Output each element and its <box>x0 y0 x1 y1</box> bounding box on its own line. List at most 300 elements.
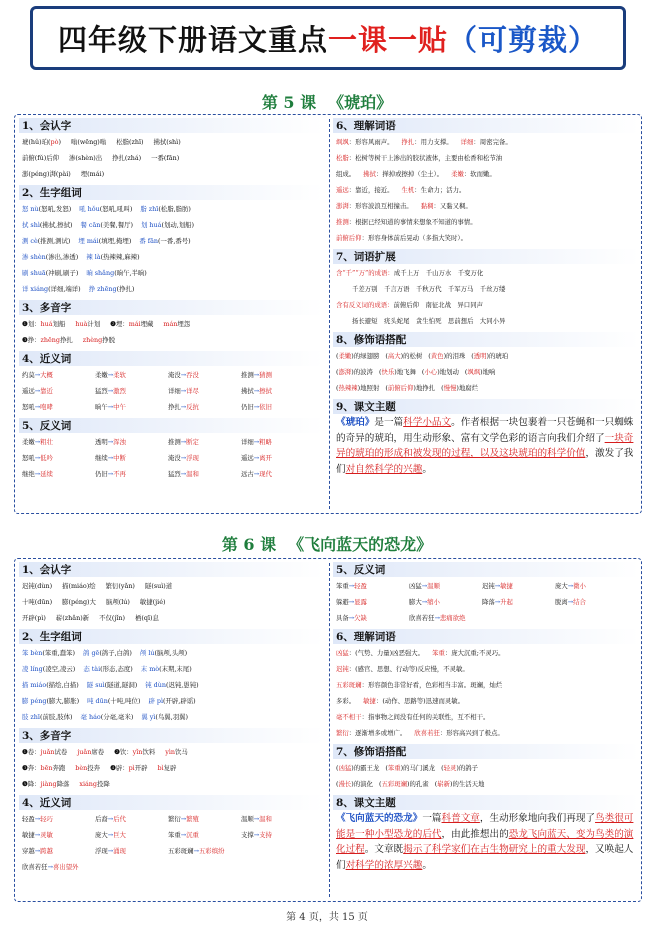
polyphone-reading <box>79 780 109 788</box>
bracket: ( <box>434 780 438 788</box>
word-pair <box>555 594 628 610</box>
theme-text: ，又唤起人们 <box>336 844 634 871</box>
word-group <box>93 681 137 689</box>
word-group <box>89 649 132 657</box>
word: 遥远 <box>22 387 35 395</box>
theme-paragraph <box>333 415 639 477</box>
word: 欣喜若狂 <box>22 863 48 871</box>
word: 埋藏 <box>140 320 154 328</box>
word-pair <box>409 578 482 594</box>
character: 辣 <box>86 253 93 261</box>
words: (怒吼,吼叫) <box>99 205 133 213</box>
bracket: ( <box>385 384 388 392</box>
lesson6-left-column <box>19 559 324 901</box>
arrow-icon: → <box>253 403 260 411</box>
word: 激烈 <box>113 387 126 395</box>
character: 吼 <box>79 205 86 213</box>
words: (鸽子,白鸽) <box>99 649 132 657</box>
term: 柔嫩 <box>451 170 464 178</box>
character: 翼 <box>141 713 148 721</box>
pinyin: zhēng <box>40 336 60 344</box>
section <box>333 795 639 873</box>
character: 膨 <box>22 697 29 705</box>
pinyin: shǎng <box>92 269 115 277</box>
char-item: 松脂(zhī) <box>116 138 144 146</box>
word-pair <box>336 594 409 610</box>
word: 后裔 <box>95 815 108 823</box>
number-bullet: ❸ <box>22 764 28 772</box>
pinyin: dūn <box>93 697 108 705</box>
lesson5-right-column <box>333 115 639 513</box>
polyphone-reading <box>41 764 66 772</box>
phrase: )的绿翅膀 <box>351 352 380 360</box>
text-line <box>333 380 639 396</box>
section-heading: 1、会认字 <box>19 118 324 133</box>
char-item: 描(miáo)绘 <box>62 582 96 590</box>
char-item: 开辟(pì) <box>22 614 46 622</box>
word-pair <box>22 859 95 875</box>
polyphone-reading <box>83 336 115 344</box>
word-pair <box>241 383 314 399</box>
arrow-icon: → <box>107 454 114 462</box>
term: 笨重 <box>432 649 445 657</box>
word: 巨大 <box>113 831 126 839</box>
phrase: )地腐烂 <box>456 384 479 392</box>
word: 喜出望外 <box>52 863 79 871</box>
arrow-icon: → <box>180 403 187 411</box>
modifier: 崭新 <box>437 780 450 788</box>
text-line <box>333 578 639 594</box>
theme-text: 。作者根据一块包裹着一只苍蝇和一只蜘蛛的奇异的琥珀，用生动形象、富有文学色彩的语言向我们介绍了 <box>336 417 634 444</box>
char-item: 敏捷(jié) <box>139 598 166 606</box>
page-banner <box>30 6 626 70</box>
section-heading: 8、课文主题 <box>333 795 639 810</box>
pinyin: miáo <box>28 681 47 689</box>
banner-title: 四年级下册语文重点 <box>57 22 328 57</box>
section-heading: 2、生字组词 <box>19 629 324 644</box>
arrow-icon: → <box>180 438 187 446</box>
modifier: 笨重 <box>387 764 401 772</box>
word: 支撑 <box>241 831 254 839</box>
modifier: 五彩斑斓 <box>381 780 408 788</box>
char-item: 繁衍(yǎn) <box>105 582 135 590</box>
pinyin: huà <box>75 320 88 328</box>
theme-text: 是一篇 <box>374 417 404 428</box>
word-group <box>85 237 132 245</box>
word: 挣扎 <box>60 336 73 344</box>
definition: ：靠近，接近。 <box>348 186 394 194</box>
word-group <box>147 221 194 229</box>
text-line <box>19 645 324 661</box>
section <box>19 351 324 415</box>
pinyin: jiàng <box>40 780 57 788</box>
pinyin: là <box>92 253 101 261</box>
character: 餐 <box>80 221 87 229</box>
section-heading: 4、近义词 <box>19 795 324 810</box>
pinyin: xiáng <box>79 780 98 788</box>
arrow-icon: → <box>434 614 440 622</box>
text-line <box>19 399 324 415</box>
bracket: ( <box>385 764 388 772</box>
word: 挣脱 <box>102 336 116 344</box>
section <box>19 300 324 348</box>
definition: ：(感官、思想、行动等)反应慢，不灵敏。 <box>348 665 469 673</box>
bracket: ( <box>471 352 474 360</box>
lesson6-right-column <box>333 559 639 901</box>
arrow-icon: → <box>107 403 114 411</box>
term: 敏捷 <box>363 697 376 705</box>
definition: ：形容高兴到了极点。 <box>439 729 504 737</box>
text-line <box>333 166 639 182</box>
word-group <box>28 237 70 245</box>
word: 猛烈 <box>168 470 181 478</box>
definition: ：(气势、力量)凶恶强大。 <box>348 649 425 657</box>
words: (划动,划船) <box>161 221 195 229</box>
category-label: 含“千”“万”的成语： <box>336 269 394 277</box>
text-line <box>19 760 324 776</box>
word: 咆哮 <box>40 403 53 411</box>
words: (冲刷,刷子) <box>45 269 79 277</box>
word: 依旧 <box>259 403 272 411</box>
modifier: 快乐 <box>381 368 395 376</box>
section <box>333 249 639 329</box>
idioms: 成千上万 千山万水 千变万化 <box>393 269 484 277</box>
text-line <box>19 233 324 249</box>
word: 远古 <box>241 470 254 478</box>
word: 推测 <box>168 438 181 446</box>
definition: ：周密完备。 <box>473 138 512 146</box>
word-pair <box>168 811 241 827</box>
words: (推测,测试) <box>37 237 71 245</box>
char-item: 前俯(fǔ)后仰 <box>22 154 60 162</box>
word: 详细 <box>241 438 254 446</box>
word-pair <box>241 434 314 450</box>
bracket: ( <box>336 368 339 376</box>
text-line <box>19 434 324 450</box>
text-line <box>19 201 324 217</box>
word: 浮现 <box>95 847 108 855</box>
pinyin: bèn <box>28 649 43 657</box>
word-pair <box>22 843 95 859</box>
words: (松脂,脂肪) <box>158 205 191 213</box>
section <box>19 185 324 297</box>
pinyin: líng <box>28 665 43 673</box>
phrase: )地挣扎 <box>413 384 436 392</box>
text-line <box>19 693 324 709</box>
words: (描绘,白描) <box>46 681 79 689</box>
pinyin: juǎn <box>40 748 55 756</box>
word: 躲避 <box>336 598 349 606</box>
character: 隧 <box>86 681 94 689</box>
word: 敏捷 <box>22 831 35 839</box>
word-group <box>28 221 72 229</box>
text-line <box>19 578 324 594</box>
word: 五彩斑斓 <box>168 847 194 855</box>
section <box>19 728 324 792</box>
polyphone-reading <box>158 764 177 772</box>
word-pair <box>409 610 482 626</box>
arrow-icon: → <box>253 387 260 395</box>
phrase: )地照射 <box>357 384 380 392</box>
word: 浑浊 <box>113 438 126 446</box>
character: 拭 <box>22 221 29 229</box>
definition: ：松树等树干上渗出的胶状液体，主要由松香和松节油 <box>348 154 503 162</box>
character: 刷 <box>22 269 29 277</box>
word: 继绝 <box>22 470 35 478</box>
word-pair <box>22 811 95 827</box>
text-line <box>19 134 324 150</box>
term: 推测 <box>336 218 349 226</box>
text-line <box>333 645 639 661</box>
word-pair <box>168 450 241 466</box>
words: (怒吼,发怒) <box>38 205 72 213</box>
arrow-icon: → <box>253 831 260 839</box>
bracket: ( <box>464 368 468 376</box>
pinyin: juǎn <box>77 748 92 756</box>
lesson5-panel <box>14 114 642 514</box>
section <box>333 629 639 741</box>
lesson6-title <box>0 532 654 555</box>
word-group <box>93 253 140 261</box>
word: 反抗 <box>186 403 199 411</box>
word-pair <box>168 827 241 843</box>
character: 埋 <box>78 237 85 245</box>
bracket: ( <box>336 352 339 360</box>
section-heading: 9、课文主题 <box>333 399 639 414</box>
text-line <box>333 182 639 198</box>
polyphone-reading <box>75 764 100 772</box>
char-item: pò <box>50 138 59 146</box>
word-pair <box>95 434 168 450</box>
arrow-icon: → <box>348 614 355 622</box>
section <box>333 744 639 792</box>
word: 不再 <box>113 470 126 478</box>
word: 仍旧 <box>95 470 108 478</box>
text-line <box>19 450 324 466</box>
word: 继续 <box>95 454 108 462</box>
pinyin: yì <box>147 713 156 721</box>
definition: 组成。 <box>336 170 356 178</box>
word: 轻巧 <box>40 815 53 823</box>
arrow-icon: → <box>421 582 428 590</box>
lesson6-number: 第 6 课 <box>221 535 277 554</box>
text-line <box>19 709 324 725</box>
term: 迟钝 <box>336 665 349 673</box>
pinyin: pì <box>128 764 135 772</box>
section <box>19 795 324 875</box>
term: 毫不相干 <box>336 713 362 721</box>
polyphone-reading <box>41 780 70 788</box>
word-pair <box>168 843 241 859</box>
character: 笨 <box>22 649 29 657</box>
char-item: ) <box>58 138 61 146</box>
phrase: )的泪珠 <box>443 352 466 360</box>
word: 温顺 <box>241 815 254 823</box>
modifier: 凶猛 <box>338 764 352 772</box>
term: 前俯后仰 <box>336 234 362 242</box>
term: 澎湃 <box>336 202 349 210</box>
word-pair <box>241 827 314 843</box>
word-pair <box>95 399 168 415</box>
word-pair <box>241 466 314 482</box>
arrow-icon: → <box>34 454 41 462</box>
word-pair <box>95 827 168 843</box>
theme-text: 科学小品文 <box>403 417 452 428</box>
word: 灵敏 <box>40 831 53 839</box>
text-line <box>19 610 324 626</box>
pinyin: dùn <box>151 681 166 689</box>
section <box>19 562 324 626</box>
word-group <box>28 681 78 689</box>
text-line <box>19 661 324 677</box>
pinyin: mái <box>84 237 99 245</box>
char-item: 拂拭(shì) <box>153 138 181 146</box>
words: (开辟,辟谣) <box>163 697 196 705</box>
text-line <box>333 297 639 313</box>
pinyin: tài <box>89 665 101 673</box>
theme-text: 。文章既 <box>364 844 404 855</box>
word: 悲痛欲绝 <box>439 614 466 622</box>
modifier: 漫长 <box>338 780 352 788</box>
modifier: 前俯后仰 <box>387 384 414 392</box>
word-pair <box>22 434 95 450</box>
theme-text: 科普文章 <box>441 813 480 824</box>
word: 柔嫩 <box>95 371 108 379</box>
character: 毫 <box>80 713 87 721</box>
word: 投降 <box>97 780 110 788</box>
term: 松脂 <box>336 154 349 162</box>
definition: ：软而嫩。 <box>463 170 496 178</box>
phrase: )的生活天地 <box>449 780 485 788</box>
pinyin: pì <box>154 697 164 705</box>
word-group <box>28 697 79 705</box>
character: 辟 <box>148 697 155 705</box>
character: 怒 <box>22 205 29 213</box>
polyphone-char: 埋： <box>115 320 129 328</box>
word-group <box>28 253 78 261</box>
section <box>333 332 639 396</box>
words: (分毫,毫米) <box>100 713 134 721</box>
word: 怒吼 <box>22 403 35 411</box>
number-bullet: ❷ <box>114 748 120 756</box>
word-pair <box>168 466 241 482</box>
char-item: 一番(fān) <box>151 154 180 162</box>
word: 淹没 <box>168 454 181 462</box>
text-line <box>19 367 324 383</box>
arrow-icon: → <box>253 438 260 446</box>
arrow-icon: → <box>180 470 187 478</box>
modifier: 小心 <box>424 368 438 376</box>
modifier: 柔嫩 <box>338 352 352 360</box>
phrase: )的鸽子 <box>456 764 479 772</box>
character: 挣 <box>88 285 96 293</box>
words: (膨大,膨胀) <box>46 697 80 705</box>
word: 现代 <box>259 470 272 478</box>
character: 测 <box>22 237 29 245</box>
arrow-icon: → <box>107 815 114 823</box>
theme-text: 一篇 <box>422 813 442 824</box>
words: (笨重,蠢笨) <box>42 649 76 657</box>
word: 欣喜若狂 <box>409 614 435 622</box>
word-pair <box>95 811 168 827</box>
polyphone-char: 辟： <box>115 764 129 772</box>
word-group <box>146 237 191 245</box>
character: 晌 <box>86 269 93 277</box>
word-pair <box>95 843 168 859</box>
bracket: ( <box>336 764 339 772</box>
char-item: 渗(shèn)出 <box>69 154 103 162</box>
arrow-icon: → <box>494 582 501 590</box>
pinyin: mò <box>147 665 160 673</box>
word-pair <box>22 367 95 383</box>
pinyin: háo <box>86 713 101 721</box>
word: 延续 <box>40 470 53 478</box>
word-group <box>28 205 71 213</box>
word-pair <box>22 827 95 843</box>
modifier: 透明 <box>473 352 487 360</box>
theme-text: ，激发了我们 <box>336 448 634 475</box>
section-heading: 2、生字组词 <box>19 185 324 200</box>
phrase: )的马门溪龙 <box>400 764 436 772</box>
lesson6-name: 《飞向蓝天的恐龙》 <box>288 535 433 554</box>
words: (形态,态度) <box>100 665 133 673</box>
pinyin: yǐn <box>132 748 143 756</box>
definition: ：又黏又稠。 <box>433 202 472 210</box>
word: 猛烈 <box>95 387 108 395</box>
pinyin: mái <box>128 320 141 328</box>
word-group <box>28 665 75 673</box>
word: 饮马 <box>175 748 188 756</box>
definition: ：庞大沉重;不灵巧。 <box>444 649 505 657</box>
idioms: 前俯后仰 南征北战 异口同声 <box>393 301 483 309</box>
pinyin: bì <box>157 764 164 772</box>
theme-text: ，由此推想出的 <box>441 828 509 840</box>
arrow-icon: → <box>253 815 260 823</box>
character: 渗 <box>22 253 29 261</box>
pinyin: lú <box>146 649 155 657</box>
text-line <box>333 214 639 230</box>
word: 脱离 <box>555 598 568 606</box>
number-bullet: ❹ <box>110 764 116 772</box>
text-line <box>333 281 639 297</box>
word-group <box>87 713 133 721</box>
banner-highlight: 一课一贴 <box>327 22 448 57</box>
word: 粗壮 <box>40 438 53 446</box>
word: 轻盈 <box>22 815 35 823</box>
word-pair <box>95 383 168 399</box>
lesson5-number: 第 5 课 <box>261 93 317 112</box>
section-heading: 1、会认字 <box>19 562 324 577</box>
bracket: ( <box>378 368 382 376</box>
section-heading: 6、理解词语 <box>333 629 639 644</box>
phrase: )的琥珀 <box>486 352 509 360</box>
word-pair <box>241 450 314 466</box>
text-line <box>333 364 639 380</box>
definition: ：形容身体前后晃动（多指大笑时）。 <box>361 234 468 242</box>
pinyin: mán <box>163 320 178 328</box>
arrow-icon: → <box>180 387 187 395</box>
words: (一番,番号) <box>158 237 191 245</box>
char-item: 膨(péng)大 <box>62 598 96 606</box>
word: 微小 <box>573 582 586 590</box>
word: 靠近 <box>40 387 53 395</box>
word: 涌现 <box>113 847 126 855</box>
character: 描 <box>22 681 29 689</box>
arrow-icon: → <box>253 454 260 462</box>
word: 柔软 <box>113 371 126 379</box>
word-group <box>95 285 134 293</box>
character: 钝 <box>145 681 152 689</box>
